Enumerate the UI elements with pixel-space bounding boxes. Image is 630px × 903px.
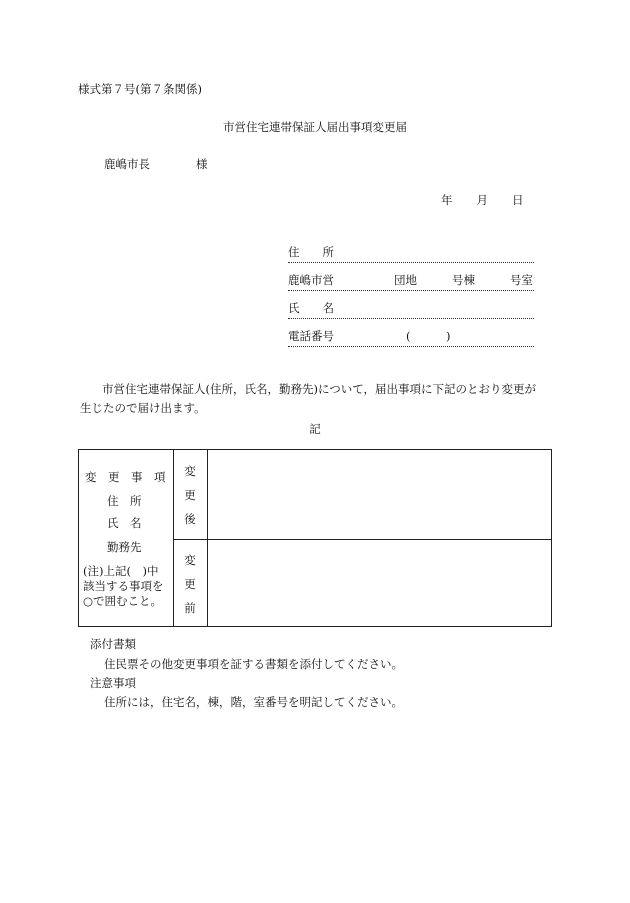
phone-paren-open: ( (406, 329, 411, 343)
danchi-label: 団地 (394, 273, 417, 287)
attachments-text: 住民票その他変更事項を証する書類を添付してください。 (104, 657, 403, 671)
date-month: 月 (476, 193, 488, 207)
note-line-3: ○で囲むこと。 (83, 594, 163, 608)
goushitsu-label: 号室 (510, 273, 533, 287)
item-name: 氏 名 (107, 516, 142, 530)
statement-line-1: 市営住宅連帯保証人(住所，氏名，勤務先)について，届出事項に下記のとおり変更が (102, 382, 537, 396)
table-divider-2 (207, 450, 208, 626)
before-change-label: 変 更 前 (184, 553, 196, 615)
gotou-label: 号棟 (452, 273, 475, 287)
statement (80, 380, 560, 418)
ki-heading: 記 (309, 422, 321, 436)
phone-label: 電話番号 (288, 329, 334, 343)
after-change-label: 変 更 後 (184, 464, 196, 526)
change-table (78, 449, 552, 627)
addressee-honorific: 様 (196, 157, 208, 171)
date-year: 年 (441, 193, 453, 207)
item-address: 住 所 (107, 494, 142, 508)
date-day: 日 (512, 193, 524, 207)
statement-line-2: 生じたので届け出ます。 (80, 401, 206, 415)
change-items-heading: 変 更 事 項 (85, 470, 166, 484)
note-line-1: (注)上記( )中 (83, 564, 159, 578)
caution-heading: 注意事項 (90, 676, 136, 690)
name-label: 氏 名 (288, 301, 334, 315)
before-change-input[interactable] (209, 541, 550, 625)
phone-paren-close: ) (446, 329, 451, 343)
attachments-heading: 添付書類 (90, 637, 136, 651)
after-change-input[interactable] (209, 451, 550, 537)
form-number: 様式第７号(第７条関係) (78, 82, 202, 96)
date-line (441, 194, 524, 208)
table-divider-1 (173, 450, 174, 626)
caution-text: 住所には，住宅名，棟，階，室番号を明記してください。 (104, 695, 403, 709)
phone-field[interactable] (288, 330, 534, 347)
addressee (104, 158, 208, 172)
item-workplace: 勤務先 (107, 540, 142, 554)
table-row-divider (173, 539, 551, 540)
housing-field[interactable] (288, 274, 534, 291)
addressee-name: 鹿嶋市長 (104, 157, 150, 171)
note-line-2: 該当する事項を (83, 579, 164, 593)
name-field[interactable] (288, 302, 534, 319)
address-field[interactable] (288, 246, 534, 263)
form-title: 市営住宅連帯保証人届出事項変更届 (223, 120, 407, 134)
housing-label: 鹿嶋市営 (288, 273, 334, 287)
address-label: 住 所 (288, 245, 334, 259)
